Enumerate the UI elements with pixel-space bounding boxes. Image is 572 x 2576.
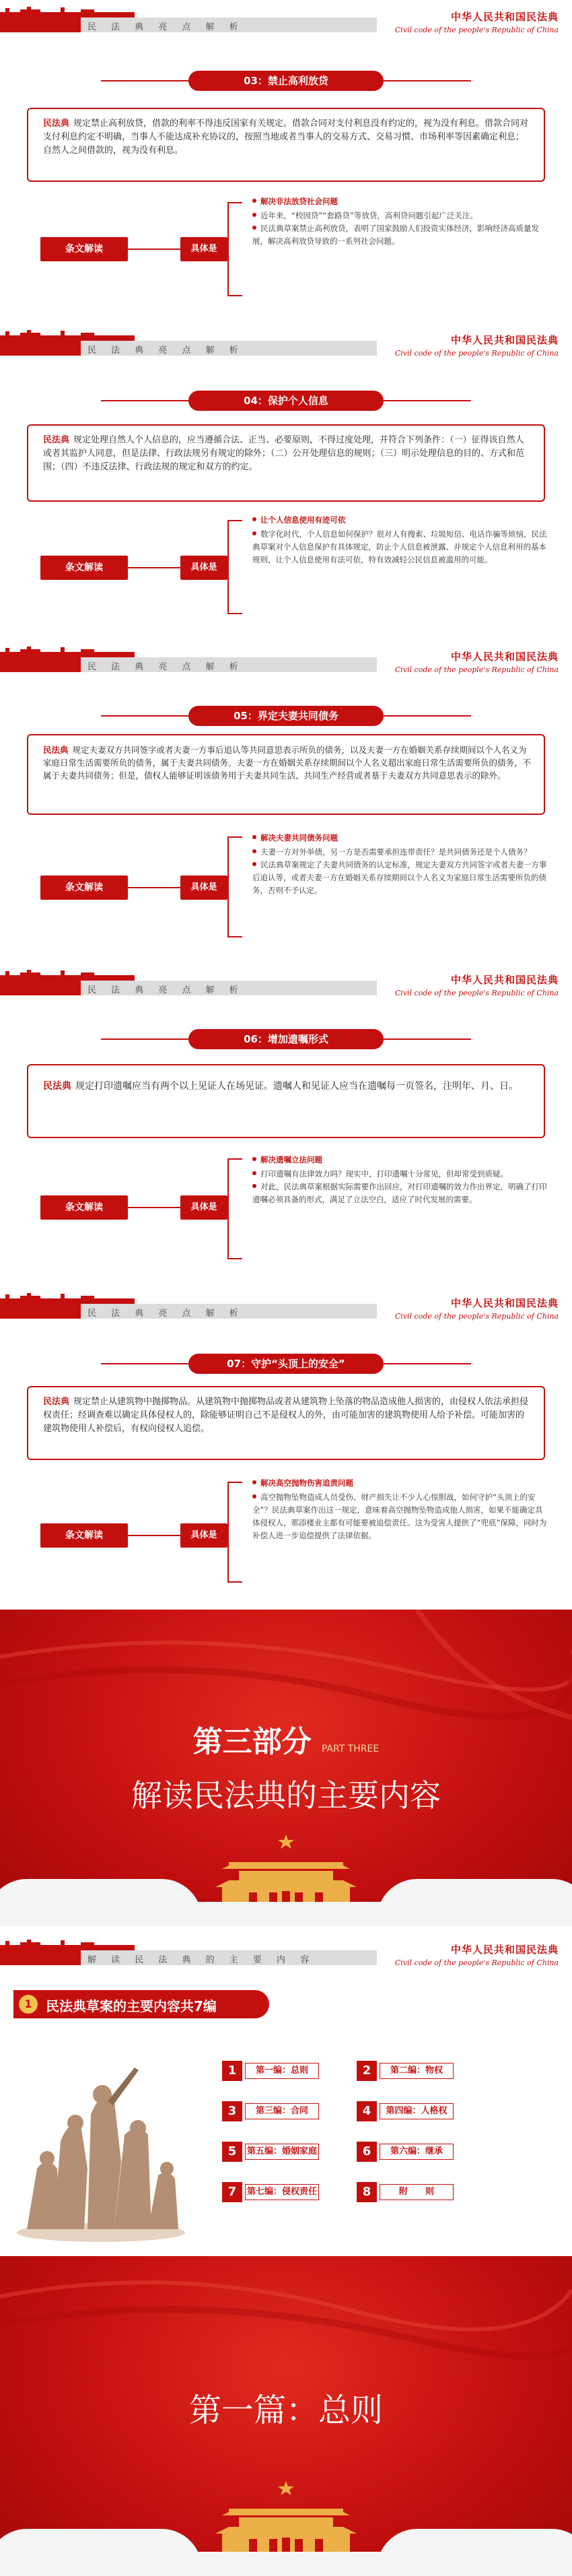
law-label: 民法典: [43, 1397, 70, 1407]
tiananmen-icon: [202, 1832, 370, 1906]
law-box: [27, 734, 545, 815]
toc-num: 6: [357, 2142, 377, 2162]
skyline-icon: [0, 329, 135, 341]
toc-num: 4: [357, 2101, 377, 2121]
topic-heading: [114, 1029, 458, 1049]
nav-title: 民 法 典 亮 点 解 析: [87, 1309, 244, 1319]
points-title: 让个人信息使用有迹可依: [260, 515, 346, 525]
point-item: 近年来，“校园贷”“套路贷”等放贷，高利贷问题引起广泛关注。: [260, 211, 478, 220]
toc-label: 第四编：人格权: [380, 2103, 454, 2119]
toc-num: 3: [222, 2101, 242, 2121]
law-text: 规定禁止从建筑物中抛掷物品。从建筑物中抛掷物品或者从建筑物上坠落的物品造成他人损害的，由侵权人依法承担侵权责任；经调查难以确定具体侵权人的，除能够证明自己不是侵权人的外，由可能加害的建筑物使用人给予补偿。可能加害的建筑物使用人补偿后，有权向侵权人追偿。: [43, 1397, 529, 1434]
contents-slide: [0, 1933, 572, 2249]
slide-06: [0, 963, 572, 1280]
points-list: [252, 1477, 548, 1542]
points-list: [252, 1154, 548, 1206]
toc-num: 5: [222, 2142, 242, 2162]
header-band: [0, 640, 572, 682]
chapter-title: 第一篇：总则: [188, 2391, 383, 2429]
brand-cn: 中华人民共和国民法典: [450, 1944, 559, 1956]
toc-label: 附 则: [380, 2184, 454, 2200]
toc-num: 2: [357, 2061, 377, 2081]
part-label: 第三部分: [192, 1725, 312, 1759]
law-box: [27, 108, 545, 182]
law-label: 民法典: [43, 745, 69, 755]
specific-tag: 具体是: [180, 237, 227, 261]
point-item: 夫妻一方对外举债，另一方是否需要承担连带责任？是共同债务还是个人债务？: [260, 847, 532, 857]
points-title: 解决高空抛物伤害追责问题: [260, 1478, 353, 1488]
law-label: 民法典: [43, 119, 70, 129]
specific-tag: 具体是: [180, 1523, 227, 1548]
nav-title: 民 法 典 亮 点 解 析: [87, 22, 244, 32]
toc-heading-num: 1: [19, 1995, 38, 2014]
specific-tag: 具体是: [180, 556, 227, 580]
point-item: 民法典草案规定了夫妻共同债务的认定标准，规定夫妻双方共同签字或者夫妻一方事后追认等，或者夫妻一方在婚姻关系存续期间以个人名义为家庭日常生活需要所负的债务，否则不予认定。: [252, 860, 547, 895]
part-label-row: [0, 1717, 572, 1760]
nav-title: 解 读 民 法 典 的 主 要 内 容: [87, 1955, 316, 1965]
brand-en: Civil code of the people's Republic of China: [394, 989, 559, 997]
points-title: 解决非法放贷社会问题: [260, 197, 338, 206]
slide-07: [0, 1286, 572, 1603]
topic-label: 07：守护“头顶上的安全”: [227, 1358, 345, 1370]
topic-label: 03：禁止高利放贷: [244, 75, 328, 87]
brand-cn: 中华人民共和国民法典: [450, 334, 559, 346]
law-box: [27, 1064, 545, 1138]
tiananmen-icon: [202, 2478, 370, 2552]
points-list: [252, 514, 548, 566]
brand-cn: 中华人民共和国民法典: [450, 651, 559, 663]
monument-statue-icon: [13, 2061, 188, 2243]
toc-num: 7: [222, 2182, 242, 2202]
brand-cn: 中华人民共和国民法典: [450, 974, 559, 986]
topic-label: 05：界定夫妻共同债务: [234, 710, 338, 722]
part-title: 解读民法典的主要内容: [131, 1777, 441, 1814]
topic-label: 06：增加遗嘱形式: [244, 1033, 328, 1045]
topic-heading: [114, 706, 458, 726]
law-text: 规定处理自然人个人信息的，应当遵循合法、正当、必要原则，不得过度处理，并符合下列条件：（一）征得该自然人或者其监护人同意，但是法律、行政法规另有规定的除外；（二）公开处理信息的规则；（三）明示处理信息的目的、方式和范围；（四）不违反法律、行政法规的规定和双方的约定。: [43, 435, 525, 472]
header-band: [0, 1933, 572, 1975]
slide-04: [0, 323, 572, 633]
law-text: 规定打印遗嘱应当有两个以上见证人在场见证。遗嘱人和见证人应当在遗嘱每一页签名，注明年、月、日。: [75, 1081, 518, 1092]
law-text: 规定夫妻双方共同签字或者夫妻一方事后追认等共同意思表示所负的债务，以及夫妻一方在婚姻关系存续期间以个人名义为家庭日常生活需要所负的债务，属于夫妻共同债务。夫妻一方在婚姻关系存续期间以个人名义超出家庭日常生活需要所负的债务，不属于夫妻共同债务；但是，债权人能够证明该债务用于夫妻共同生活、共同生产经营或者基于夫妻双方共同意思表示的除外。: [43, 745, 532, 781]
interpret-button[interactable]: 条文解读: [40, 1523, 128, 1548]
points-list: [252, 832, 548, 897]
specific-tag: 具体是: [180, 876, 227, 900]
points-list: [252, 195, 548, 248]
toc-label: 第三编：合同: [245, 2103, 319, 2119]
toc-heading-bar: [13, 1990, 269, 2018]
toc-label: 第一编：总则: [245, 2063, 319, 2079]
points-title: 解决夫妻共同债务问题: [260, 833, 338, 843]
law-box: [27, 424, 545, 502]
law-text: 规定禁止高利放贷，借款的利率不得违反国家有关规定。借款合同对支付利息没有约定的，视为没有利息。借款合同对支付利息约定不明确，当事人不能达成补充协议的，按照当地或者当事人的交易方式、交易习惯、市场利率等因素确定利息；自然人之间借款的，视为没有利息。: [43, 119, 529, 156]
toc-label: 第二编：物权: [380, 2063, 454, 2079]
interpret-button[interactable]: 条文解读: [40, 237, 128, 261]
law-box: [27, 1386, 545, 1460]
nav-title: 民 法 典 亮 点 解 析: [87, 345, 244, 356]
skyline-icon: [0, 645, 135, 657]
brand-en: Civil code of the people's Republic of China: [394, 26, 559, 34]
header-band: [0, 1286, 572, 1328]
header-band: [0, 323, 572, 365]
toc-num: 8: [357, 2182, 377, 2202]
brand-en: Civil code of the people's Republic of China: [394, 1312, 559, 1321]
toc-heading: 民法典草案的主要内容共7编: [46, 1998, 217, 2014]
topic-heading: [114, 71, 458, 91]
law-label: 民法典: [43, 435, 70, 445]
header-band: [0, 963, 572, 1005]
part-label-en: PART THREE: [321, 1743, 380, 1754]
interpret-button[interactable]: 条文解读: [40, 556, 128, 580]
point-item: 打印遗嘱有法律效力吗？现实中，打印遗嘱十分常见，但却常受到质疑。: [260, 1169, 508, 1179]
interpret-button[interactable]: 条文解读: [40, 876, 128, 900]
nav-title: 民 法 典 亮 点 解 析: [87, 985, 244, 995]
toc-label: 第五编：婚姻家庭: [245, 2144, 319, 2160]
toc-num: 1: [222, 2061, 242, 2081]
chapter-1-cover: [0, 2256, 572, 2576]
nav-title: 民 法 典 亮 点 解 析: [87, 662, 244, 672]
specific-tag: 具体是: [180, 1195, 227, 1220]
skyline-icon: [0, 968, 135, 981]
skyline-icon: [0, 1292, 135, 1304]
point-item: 对此，民法典草案根据实际需要作出回应，对打印遗嘱的效力作出界定，明确了打印遗嘱必须具备的形式，满足了立法空白，适应了时代发展的需要。: [252, 1182, 547, 1204]
law-label: 民法典: [43, 1081, 71, 1092]
brand-en: Civil code of the people's Republic of China: [394, 349, 559, 358]
part-three-cover: [0, 1610, 572, 1926]
point-item: 数字化时代，个人信息如何保护？很对人有搜索、垃圾短信、电话诈骗等烦恼，民法典草案对个人信息保护有具体规定，防止个人信息被泄露、并规定个人信息利用的基本规则，让个人信息使用有法可依，特有效减轻公民信息被滥用的可能。: [252, 529, 547, 564]
slide-05: [0, 640, 572, 956]
point-item: 高空抛物坠物造成人员受伤、财产损失让不少人心惊胆战，如何守护“头顶上的安全”？民法典草案作出这一规定，意味着高空抛物坠物造成他人损害，如果不能确定具体侵权人，那添楼业主都有可能要被追偿责任。这为受害人提供了“兜底”保障，同时为补偿人进一步追偿提供了法律依据。: [252, 1492, 547, 1540]
skyline-icon: [0, 1938, 135, 1950]
brand-cn: 中华人民共和国民法典: [450, 1297, 559, 1309]
skyline-icon: [0, 5, 135, 18]
toc-label: 第七编：侵权责任: [245, 2184, 319, 2200]
point-item: 民法典草案禁止高利放贷，表明了国家鼓励人们投资实体经济，影响经济高质量发展，解决高利放贷导致的一系列社会问题。: [252, 224, 539, 246]
brand-en: Civil code of the people's Republic of China: [394, 1958, 559, 1967]
slide-03: [0, 0, 572, 317]
brand-cn: 中华人民共和国民法典: [450, 11, 559, 23]
topic-heading: [114, 1354, 458, 1374]
header-band: [0, 0, 572, 42]
points-title: 解决遗嘱立法问题: [260, 1155, 322, 1164]
toc-label: 第六编：继承: [380, 2144, 454, 2160]
interpret-button[interactable]: 条文解读: [40, 1195, 128, 1220]
topic-label: 04：保护个人信息: [244, 395, 328, 407]
topic-heading: [114, 391, 458, 411]
brand-en: Civil code of the people's Republic of China: [394, 665, 559, 674]
